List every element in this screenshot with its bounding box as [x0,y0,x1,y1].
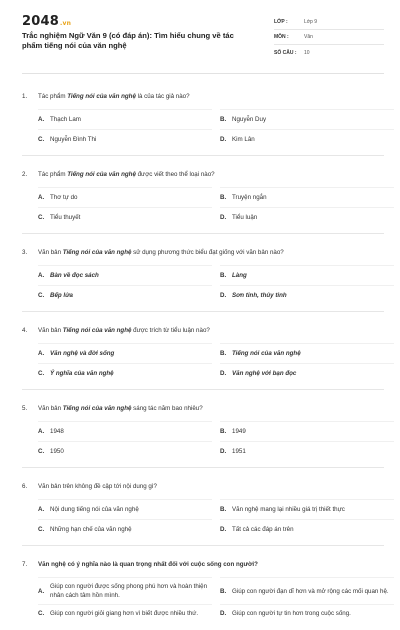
option-text: Thơ tự do [50,194,78,201]
option-text: Ý nghĩa của văn nghệ [50,370,114,377]
question-number: 6. [22,483,28,490]
meta-label: SỐ CÂU : [274,49,297,56]
option-text: Truyện ngắn [232,194,267,201]
meta-row [274,45,384,60]
header-left [22,10,254,73]
answer-option[interactable] [220,604,394,622]
option-text: Tiểu luận [232,214,258,221]
answer-option[interactable] [220,519,394,539]
option-letter: C. [38,370,45,377]
option-text: 1948 [50,428,64,435]
option-text: Văn nghệ mang lại nhiều giá trị thiết thực [232,506,345,513]
answer-option[interactable] [38,499,212,519]
question-text-post: được trích từ tiểu luận nào? [131,327,210,334]
question-number: 5. [22,405,28,412]
option-letter: D. [220,610,227,617]
divider [22,467,384,468]
logo-tld: .vn [59,20,72,27]
answer-option[interactable] [220,499,394,519]
option-letter: A. [38,272,45,279]
question-text-post: là của tác giả nào? [135,93,190,100]
work-title: Tiếng nói của văn nghệ [62,327,132,334]
option-letter: C. [38,136,45,143]
option-text: 1951 [232,448,246,455]
answer-option[interactable] [38,187,212,207]
option-letter: D. [220,214,227,221]
option-letter: A. [38,587,45,595]
question-prompt [22,320,384,343]
question-1 [22,86,384,164]
divider [22,155,384,156]
option-letter: B. [220,428,227,435]
question-text [38,248,284,257]
answer-option[interactable] [38,343,212,363]
option-text: Tất cả các đáp án trên [232,526,294,533]
answer-option[interactable] [38,129,212,149]
question-2 [22,164,384,242]
option-letter: D. [220,292,227,299]
meta-value: Văn [304,34,313,40]
question-prompt [22,164,384,187]
option-text: 1950 [50,448,64,455]
option-letter: C. [38,526,45,533]
option-letter: C. [38,448,45,455]
option-text: Sơn tinh, thủy tinh [232,292,287,299]
question-text-post: sáng tác năm bao nhiêu? [131,405,203,412]
option-text: Làng [232,272,247,279]
question-number: 4. [22,327,28,334]
option-text: Nguyễn Đình Thi [50,136,97,143]
answer-option[interactable] [220,187,394,207]
page-title: Trắc nghiệm Ngữ Văn 9 (có đáp án): Tìm hiểu chung về tác phẩm tiếng nói của văn nghệ [22,31,234,50]
option-text: Những hạn chế của văn nghệ [50,526,132,533]
answer-options [22,421,384,461]
question-text [38,404,203,413]
answer-option[interactable] [220,129,394,149]
answer-option[interactable] [38,577,212,604]
answer-option[interactable] [220,421,394,441]
question-list [22,74,389,630]
site-logo[interactable] [22,14,254,29]
divider [22,311,384,312]
meta-value: Lớp 9 [304,19,318,25]
answer-option[interactable] [220,577,394,604]
divider [22,389,384,390]
answer-options [22,499,384,539]
option-letter: B. [220,587,227,595]
question-text-pre: Văn bản [38,327,63,334]
answer-option[interactable] [220,363,394,383]
option-letter: C. [38,610,45,617]
question-6 [22,476,384,554]
option-text: Giúp con người tự tin hơn trong cuộc sống. [232,610,351,617]
option-letter: A. [38,428,45,435]
question-text-post: được viết theo thể loại nào? [135,171,215,178]
answer-options [22,343,384,383]
meta-row [274,30,384,45]
option-text: Giúp con người được sống phong phú hơn và hoàn thiện nhân cách tâm hồn mình. [50,583,208,599]
option-text: Tiếng nói của văn nghệ [232,350,301,357]
option-text: Giúp con người đạn dĩ hơn và mở rộng các mối quan hệ. [232,587,389,595]
answer-options [22,187,384,227]
option-letter: B. [220,116,227,123]
work-title: Tiếng nói của văn nghệ [62,249,132,256]
option-text: Giúp con người giỏi giang hơn vì biết được nhiều thứ. [50,610,199,617]
option-text: Thạch Lam [50,116,81,123]
option-letter: A. [38,194,45,201]
question-text-pre: Tác phẩm [38,171,68,178]
answer-options [22,577,389,622]
answer-option[interactable] [38,207,212,227]
option-letter: C. [38,292,45,299]
divider [22,233,384,234]
answer-option[interactable] [38,421,212,441]
option-letter: D. [220,370,227,377]
option-letter: A. [38,350,45,357]
answer-option[interactable] [38,519,212,539]
option-text: Nội dung tiếng nói của văn nghệ [50,506,139,513]
answer-option[interactable] [220,441,394,461]
option-letter: D. [220,448,227,455]
work-title: Tiếng nói của văn nghệ [67,171,136,178]
question-text-post: sử dụng phương thức biểu đạt giống với văn bản nào? [131,249,284,256]
option-letter: B. [220,506,227,513]
option-text: Tiểu thuyết [50,214,81,221]
question-7 [22,554,389,630]
question-text [38,92,190,101]
option-letter: C. [38,214,45,221]
question-4 [22,320,384,398]
question-5 [22,398,384,476]
answer-options [22,265,384,305]
option-text: Văn nghệ và đời sống [50,350,115,357]
question-number: 1. [22,93,28,100]
question-text-pre: Văn bản [38,249,63,256]
answer-option[interactable] [38,441,212,461]
question-prompt [22,476,384,499]
option-text: 1949 [232,428,246,435]
answer-option[interactable] [38,109,212,129]
divider [22,545,384,546]
question-text-pre: Tác phẩm [38,93,68,100]
question-3 [22,242,384,320]
answer-option[interactable] [220,343,394,363]
meta-value: 10 [304,49,310,56]
question-prompt [22,554,384,577]
option-text: Kim Lân [232,136,255,143]
question-text-pre: Văn bản [38,405,63,412]
question-text [38,482,157,491]
option-letter: D. [220,136,227,143]
question-text [38,326,210,335]
work-title: Tiếng nói của văn nghệ [62,405,132,412]
question-text-pre: Văn nghệ có ý nghĩa nào là quan trọng nhất đối với cuộc sống con người? [38,561,258,568]
answer-option[interactable] [38,604,212,622]
answer-option[interactable] [220,285,394,305]
answer-option[interactable] [38,363,212,383]
option-letter: B. [220,194,227,201]
option-text: Bàn về đọc sách [50,272,99,279]
option-text: Bếp lửa [50,292,73,299]
option-letter: A. [38,506,45,513]
answer-option[interactable] [220,265,394,285]
answer-option[interactable] [38,285,212,305]
answer-option[interactable] [38,265,212,285]
option-letter: B. [220,272,227,279]
question-prompt [22,398,384,421]
question-text-pre: Văn bản trên không đề cập tới nội dung gì? [38,483,157,490]
answer-option[interactable] [220,207,394,227]
answer-option[interactable] [220,109,394,129]
question-text [38,170,215,179]
option-letter: B. [220,350,227,357]
question-number: 7. [22,561,28,568]
page-header [22,10,384,74]
question-number: 3. [22,249,28,256]
meta-label: LỚP : [274,19,288,25]
logo-main: 2048 [22,14,59,29]
option-letter: A. [38,116,45,123]
option-text: Nguyễn Duy [232,116,267,123]
option-text: Văn nghệ với bạn đọc [232,370,297,377]
question-prompt [22,86,384,109]
option-letter: D. [220,526,227,533]
meta-label: MÔN : [274,34,289,40]
question-number: 2. [22,171,28,178]
work-title: Tiếng nói của văn nghệ [67,93,136,100]
answer-options [22,109,384,149]
meta-row [274,15,384,30]
meta-table [274,15,384,73]
question-text [38,560,258,569]
question-prompt [22,242,384,265]
